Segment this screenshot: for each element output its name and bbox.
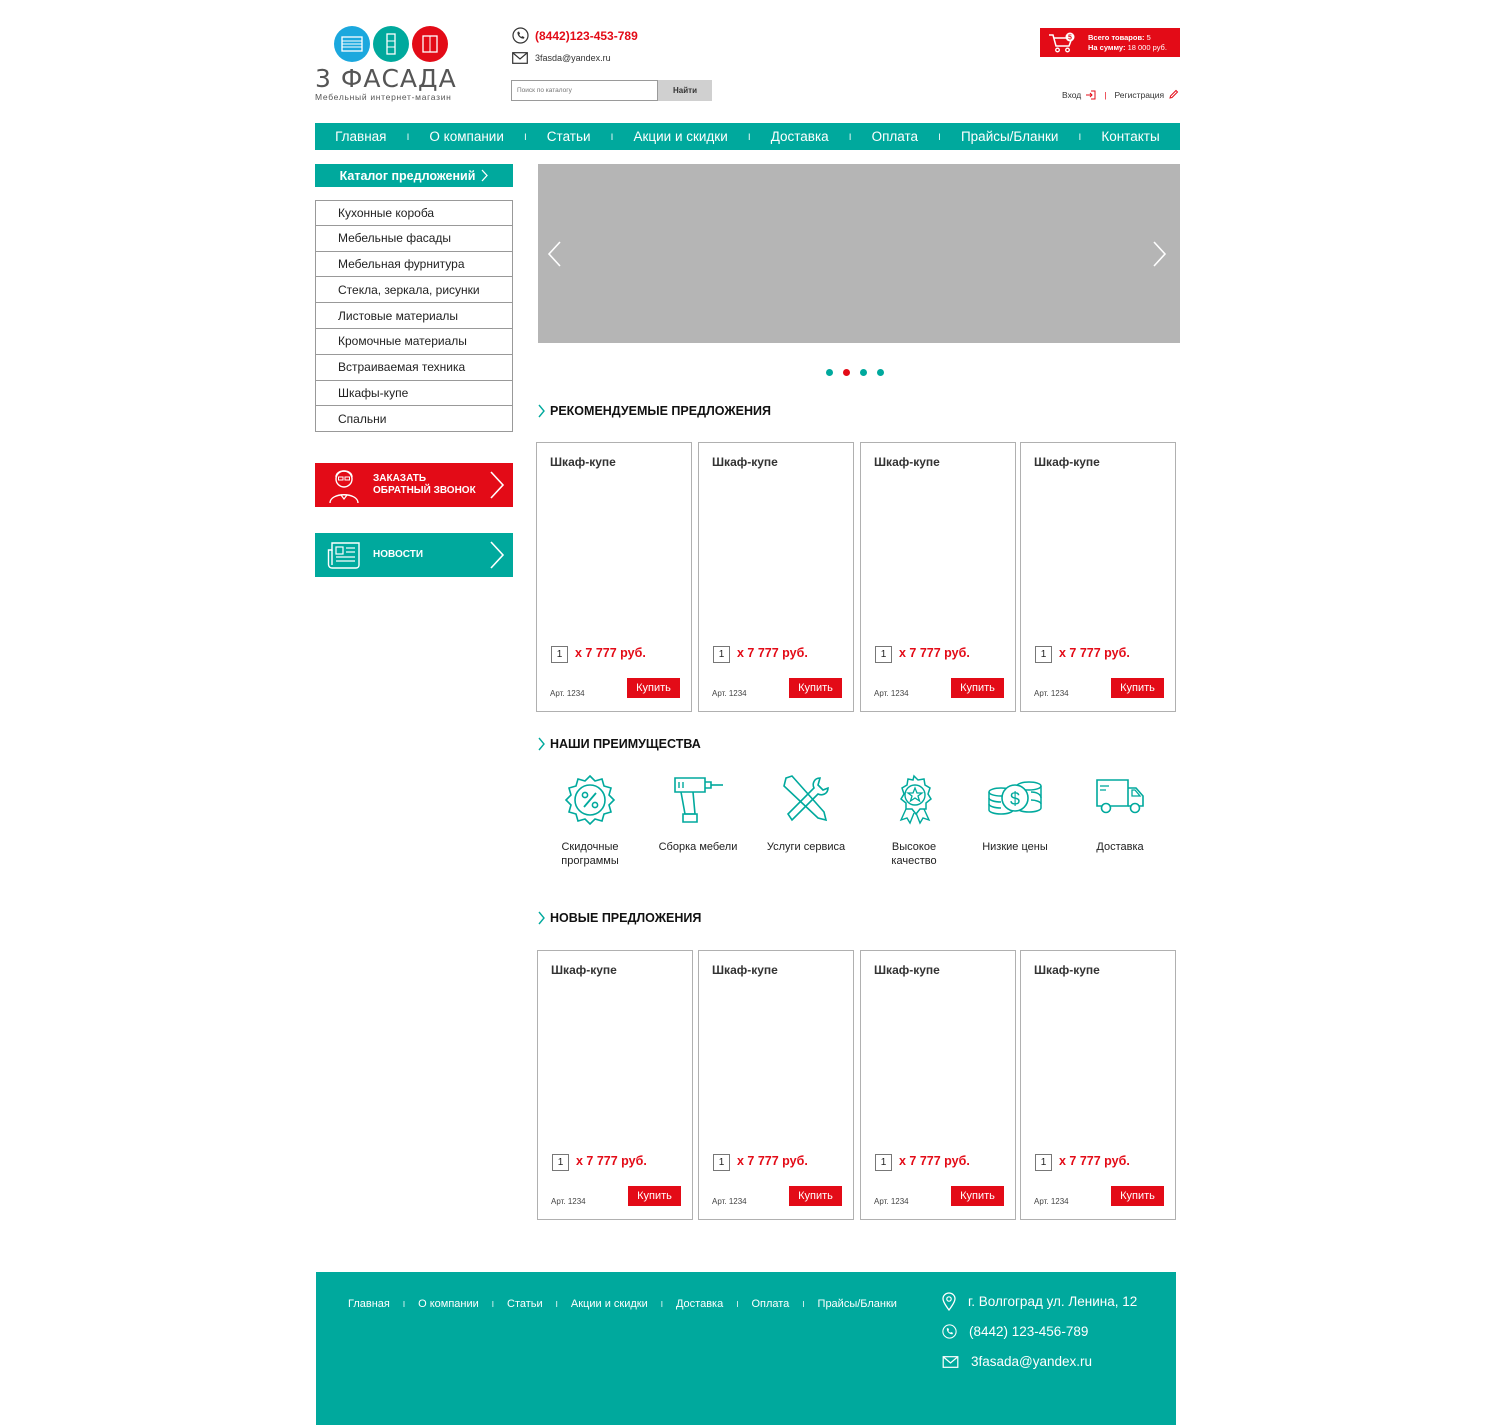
advantage-assembly bbox=[643, 774, 753, 854]
catalog-item[interactable]: Кромочные материалы bbox=[315, 329, 513, 355]
location-pin-icon bbox=[942, 1292, 956, 1311]
advantage-service-line1: Услуги сервиса bbox=[766, 841, 846, 853]
slider-dots bbox=[826, 369, 884, 376]
quantity-input[interactable]: 1 bbox=[1035, 1154, 1052, 1171]
chevron-right-icon bbox=[538, 737, 545, 751]
product-price: x 7 777 руб. bbox=[1059, 646, 1130, 660]
logo-subtitle: Мебельный интернет-магазин bbox=[315, 92, 452, 102]
slider-next-icon[interactable] bbox=[1152, 240, 1168, 268]
header-phone-text: (8442)123-453-789 bbox=[535, 28, 638, 43]
catalog-item[interactable]: Спальни bbox=[315, 406, 513, 432]
footer-nav-item[interactable]: Оплата bbox=[751, 1298, 790, 1310]
product-article: Арт. 1234 bbox=[550, 689, 585, 698]
quantity-input[interactable]: 1 bbox=[1035, 646, 1052, 663]
advantage-prices bbox=[960, 774, 1070, 854]
cart-count: 5 bbox=[1068, 34, 1072, 41]
product-name[interactable]: Шкаф-купе bbox=[712, 963, 778, 977]
callback-text bbox=[373, 473, 489, 497]
nav-separator: I bbox=[524, 131, 527, 142]
footer-phone-text: (8442) 123-456-789 bbox=[969, 1324, 1089, 1339]
catalog-header[interactable] bbox=[315, 164, 513, 187]
drill-icon bbox=[671, 774, 725, 826]
footer-nav-separator: I bbox=[660, 1300, 663, 1309]
footer-email-text: 3fasada@yandex.ru bbox=[971, 1354, 1093, 1369]
product-card[interactable] bbox=[537, 950, 693, 1220]
advantage-delivery-line1: Доставка bbox=[1096, 841, 1144, 853]
product-card[interactable] bbox=[1020, 442, 1176, 712]
advantage-quality bbox=[859, 774, 969, 868]
chevron-right-icon bbox=[489, 470, 505, 500]
nav-item[interactable]: Оплата bbox=[871, 129, 919, 144]
catalog-item[interactable]: Листовые материалы bbox=[315, 303, 513, 329]
product-name[interactable]: Шкаф-купе bbox=[1034, 963, 1100, 977]
footer-phone[interactable] bbox=[942, 1324, 1088, 1339]
nav-separator: I bbox=[1078, 131, 1082, 142]
product-name[interactable]: Шкаф-купе bbox=[1034, 455, 1100, 469]
cart-items-label: Всего товаров: bbox=[1088, 32, 1145, 42]
footer-nav-separator: I bbox=[555, 1300, 558, 1309]
nav-item[interactable]: О компании bbox=[429, 129, 504, 144]
main-nav bbox=[315, 123, 1180, 150]
footer-nav-item[interactable]: Доставка bbox=[675, 1298, 724, 1310]
header-email-text: 3fasda@yandex.ru bbox=[535, 53, 611, 63]
quantity-input[interactable]: 1 bbox=[875, 646, 892, 663]
product-price: x 7 777 руб. bbox=[899, 646, 970, 660]
catalog-item[interactable]: Мебельная фурнитура bbox=[315, 252, 513, 278]
slider-dot[interactable] bbox=[860, 369, 867, 376]
nav-separator: I bbox=[406, 131, 410, 142]
product-card[interactable] bbox=[860, 442, 1016, 712]
tools-icon bbox=[780, 774, 832, 826]
catalog-item[interactable]: Стекла, зеркала, рисунки bbox=[315, 277, 513, 303]
logo-circle-teal bbox=[373, 26, 409, 62]
product-price: x 7 777 руб. bbox=[899, 1154, 970, 1168]
product-price: x 7 777 руб. bbox=[576, 1154, 647, 1168]
catalog-item[interactable]: Шкафы-купе bbox=[315, 381, 513, 407]
advantage-discount-line1: Скидочные bbox=[561, 841, 619, 853]
buy-button[interactable]: Купить bbox=[1111, 1186, 1164, 1206]
coins-icon bbox=[987, 774, 1043, 818]
footer-nav-separator: I bbox=[736, 1300, 739, 1309]
quantity-input[interactable]: 1 bbox=[875, 1154, 892, 1171]
buy-button[interactable]: Купить bbox=[789, 1186, 842, 1206]
svg-text:$: $ bbox=[1009, 789, 1021, 809]
product-card[interactable] bbox=[698, 442, 854, 712]
newspaper-icon bbox=[327, 541, 361, 569]
hero-slider bbox=[538, 164, 1180, 343]
phone-icon bbox=[512, 27, 529, 44]
callback-line1: ЗАКАЗАТЬ bbox=[373, 473, 427, 484]
nav-item[interactable]: Статьи bbox=[546, 129, 591, 144]
advantages-title-text: НАШИ ПРЕИМУЩЕСТВА bbox=[550, 737, 701, 751]
header-phone[interactable] bbox=[512, 27, 638, 44]
cart-sum-value: 18 000 руб. bbox=[1127, 42, 1167, 52]
product-name[interactable]: Шкаф-купе bbox=[551, 963, 617, 977]
catalog-title: Каталог предложений bbox=[339, 168, 476, 183]
pencil-icon[interactable] bbox=[1168, 89, 1179, 100]
callback-banner[interactable] bbox=[315, 463, 513, 507]
search-input[interactable] bbox=[511, 80, 658, 101]
buy-button[interactable]: Купить bbox=[951, 678, 1004, 698]
login-link[interactable]: Вход bbox=[1062, 89, 1082, 100]
footer-nav-separator: I bbox=[402, 1300, 406, 1309]
product-article: Арт. 1234 bbox=[874, 689, 909, 698]
footer-address-text: г. Волгоград ул. Ленина, 12 bbox=[968, 1294, 1138, 1309]
footer bbox=[316, 1272, 1176, 1425]
advantage-discount bbox=[535, 774, 645, 868]
quantity-input[interactable]: 1 bbox=[551, 646, 568, 663]
cart-items-value: 5 bbox=[1146, 32, 1151, 42]
quantity-input[interactable]: 1 bbox=[713, 1154, 730, 1171]
advantage-quality-line2: качество bbox=[891, 855, 937, 867]
chevron-right-icon bbox=[538, 404, 545, 418]
nav-item[interactable]: Контакты bbox=[1101, 129, 1160, 144]
nav-item[interactable]: Доставка bbox=[770, 129, 829, 144]
cart-icon bbox=[1048, 32, 1076, 54]
register-link[interactable]: Регистрация bbox=[1114, 89, 1165, 100]
product-name[interactable]: Шкаф-купе bbox=[874, 963, 940, 977]
footer-address bbox=[942, 1292, 1137, 1311]
product-name[interactable]: Шкаф-купе bbox=[712, 455, 778, 469]
nav-separator: I bbox=[610, 131, 614, 142]
cart-info bbox=[1088, 33, 1167, 53]
product-article: Арт. 1234 bbox=[712, 689, 747, 698]
logo-circle-blue bbox=[334, 26, 370, 62]
advantage-assembly-line1: Сборка мебели bbox=[658, 841, 738, 853]
footer-nav-item[interactable]: Прайсы/Бланки bbox=[817, 1298, 897, 1310]
logo-circles bbox=[334, 26, 475, 62]
new-offers-title-text: НОВЫЕ ПРЕДЛОЖЕНИЯ bbox=[550, 911, 702, 925]
product-card[interactable] bbox=[1020, 950, 1176, 1220]
slider-dot[interactable] bbox=[826, 369, 833, 376]
quantity-input[interactable]: 1 bbox=[713, 646, 730, 663]
product-price: x 7 777 руб. bbox=[575, 646, 646, 660]
news-banner[interactable] bbox=[315, 533, 513, 577]
slider-dot-active[interactable] bbox=[843, 369, 850, 376]
nav-item[interactable]: Главная bbox=[335, 129, 387, 144]
header-email[interactable] bbox=[512, 52, 611, 64]
quantity-input[interactable]: 1 bbox=[552, 1154, 569, 1171]
advantage-discount-line2: программы bbox=[561, 855, 619, 867]
catalog-list bbox=[315, 200, 513, 432]
footer-nav-item[interactable]: Акции и скидки bbox=[570, 1298, 648, 1310]
buy-button[interactable]: Купить bbox=[628, 1186, 681, 1206]
product-price: x 7 777 руб. bbox=[1059, 1154, 1130, 1168]
auth-separator: | bbox=[1104, 89, 1107, 100]
new-offers-title bbox=[538, 911, 701, 925]
footer-nav-item[interactable]: Статьи bbox=[507, 1298, 543, 1310]
footer-nav-item[interactable]: Главная bbox=[348, 1298, 390, 1310]
recommended-title-text: РЕКОМЕНДУЕМЫЕ ПРЕДЛОЖЕНИЯ bbox=[550, 404, 771, 418]
product-article: Арт. 1234 bbox=[551, 1197, 586, 1206]
catalog-item[interactable]: Мебельные фасады bbox=[315, 226, 513, 252]
advantage-quality-line1: Высокое bbox=[891, 841, 937, 853]
discount-icon bbox=[564, 774, 616, 826]
nav-item[interactable]: Прайсы/Бланки bbox=[960, 129, 1059, 144]
truck-icon bbox=[1094, 774, 1146, 818]
search-button[interactable]: Найти bbox=[658, 80, 712, 101]
nav-item[interactable]: Акции и скидки bbox=[633, 129, 728, 144]
advantage-service bbox=[751, 774, 861, 854]
product-name[interactable]: Шкаф-купе bbox=[874, 455, 940, 469]
catalog-item[interactable]: Встраиваемая техника bbox=[315, 355, 513, 381]
product-price: x 7 777 руб. bbox=[737, 646, 808, 660]
advantages-title bbox=[538, 737, 701, 751]
catalog-item[interactable]: Кухонные короба bbox=[315, 200, 513, 226]
nav-separator: I bbox=[747, 131, 751, 142]
news-text: НОВОСТИ bbox=[373, 549, 424, 560]
product-article: Арт. 1234 bbox=[1034, 689, 1069, 698]
cart-widget[interactable] bbox=[1040, 28, 1180, 57]
nav-separator: I bbox=[938, 131, 941, 142]
auth-links bbox=[1062, 89, 1179, 100]
buy-button[interactable]: Купить bbox=[627, 678, 680, 698]
footer-nav-separator: I bbox=[802, 1300, 805, 1309]
cart-sum-label: На сумму: bbox=[1088, 42, 1126, 52]
product-card[interactable] bbox=[536, 442, 692, 712]
slider-dot[interactable] bbox=[877, 369, 884, 376]
footer-nav-item[interactable]: О компании bbox=[418, 1298, 479, 1310]
mail-icon bbox=[512, 52, 528, 64]
callback-line2: ОБРАТНЫЙ ЗВОНОК bbox=[373, 485, 476, 496]
product-article: Арт. 1234 bbox=[1034, 1197, 1069, 1206]
search-form bbox=[511, 80, 712, 101]
chevron-right-icon bbox=[489, 540, 505, 570]
product-name[interactable]: Шкаф-купе bbox=[550, 455, 616, 469]
mail-icon bbox=[942, 1356, 959, 1368]
footer-nav-separator: I bbox=[491, 1300, 495, 1309]
logo-circle-red bbox=[412, 26, 448, 62]
buy-button[interactable]: Купить bbox=[1111, 678, 1164, 698]
product-article: Арт. 1234 bbox=[712, 1197, 747, 1206]
nav-separator: I bbox=[848, 131, 852, 142]
quality-badge-icon bbox=[891, 774, 937, 826]
product-price: x 7 777 руб. bbox=[737, 1154, 808, 1168]
logo[interactable] bbox=[315, 26, 475, 106]
chevron-right-icon bbox=[538, 911, 545, 925]
footer-nav bbox=[348, 1298, 897, 1311]
footer-email[interactable] bbox=[942, 1354, 1092, 1369]
product-article: Арт. 1234 bbox=[874, 1197, 909, 1206]
slider-prev-icon[interactable] bbox=[546, 240, 562, 268]
login-icon[interactable] bbox=[1085, 90, 1096, 100]
chevron-right-icon bbox=[481, 169, 488, 182]
advantage-prices-line1: Низкие цены bbox=[982, 841, 1048, 853]
advantage-delivery bbox=[1065, 774, 1175, 854]
phone-icon bbox=[942, 1324, 957, 1339]
buy-button[interactable]: Купить bbox=[951, 1186, 1004, 1206]
product-card[interactable] bbox=[698, 950, 854, 1220]
product-card[interactable] bbox=[860, 950, 1016, 1220]
recommended-title bbox=[538, 404, 771, 418]
logo-title: 3 ФАСАДА bbox=[315, 64, 457, 93]
buy-button[interactable]: Купить bbox=[789, 678, 842, 698]
operator-icon bbox=[327, 466, 361, 504]
